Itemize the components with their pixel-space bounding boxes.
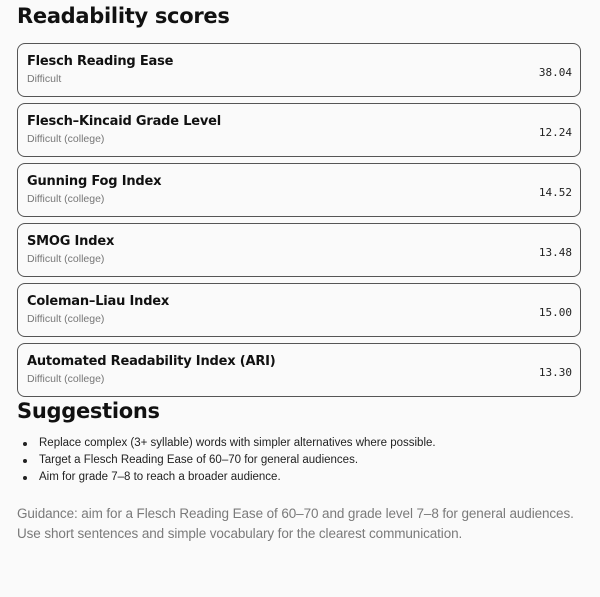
score-level: Difficult (college) (27, 373, 105, 385)
score-level: Difficult (college) (27, 313, 105, 325)
suggestion-item: Replace complex (3+ syllable) words with simpler alternatives where possible. (37, 435, 581, 452)
score-name: Flesch–Kincaid Grade Level (27, 114, 222, 129)
score-value: 14.52 (538, 185, 572, 199)
score-card-smog (17, 223, 581, 277)
guidance-line-2: Use short sentences and simple vocabulary for the clearest communication. (17, 526, 463, 541)
guidance-line-1: Guidance: aim for a Flesch Reading Ease of 60–70 and grade level 7–8 for general audiences. (17, 506, 574, 521)
score-cards-list (17, 43, 581, 397)
score-card-ari (17, 343, 581, 397)
score-level: Difficult (college) (27, 253, 105, 265)
score-level: Difficult (college) (27, 133, 105, 145)
score-name: Flesch Reading Ease (27, 54, 174, 69)
score-card-gunning-fog (17, 163, 581, 217)
suggestions-title: Suggestions (17, 399, 160, 423)
readability-scores-title: Readability scores (17, 4, 230, 28)
score-card-flesch-reading-ease (17, 43, 581, 97)
score-value: 12.24 (538, 125, 572, 139)
score-name: SMOG Index (27, 234, 115, 249)
score-value: 15.00 (538, 305, 572, 319)
suggestions-list (17, 435, 581, 486)
guidance-text (17, 504, 581, 544)
score-card-coleman-liau (17, 283, 581, 337)
suggestion-item: Target a Flesch Reading Ease of 60–70 for general audiences. (37, 452, 581, 469)
score-name: Coleman–Liau Index (27, 294, 170, 309)
score-level: Difficult (college) (27, 193, 105, 205)
score-value: 38.04 (538, 65, 572, 79)
score-name: Gunning Fog Index (27, 174, 162, 189)
score-card-flesch-kincaid (17, 103, 581, 157)
score-value: 13.30 (538, 365, 572, 379)
suggestion-item: Aim for grade 7–8 to reach a broader audience. (37, 469, 581, 486)
score-level: Difficult (27, 73, 62, 85)
score-name: Automated Readability Index (ARI) (27, 354, 276, 369)
score-value: 13.48 (538, 245, 572, 259)
